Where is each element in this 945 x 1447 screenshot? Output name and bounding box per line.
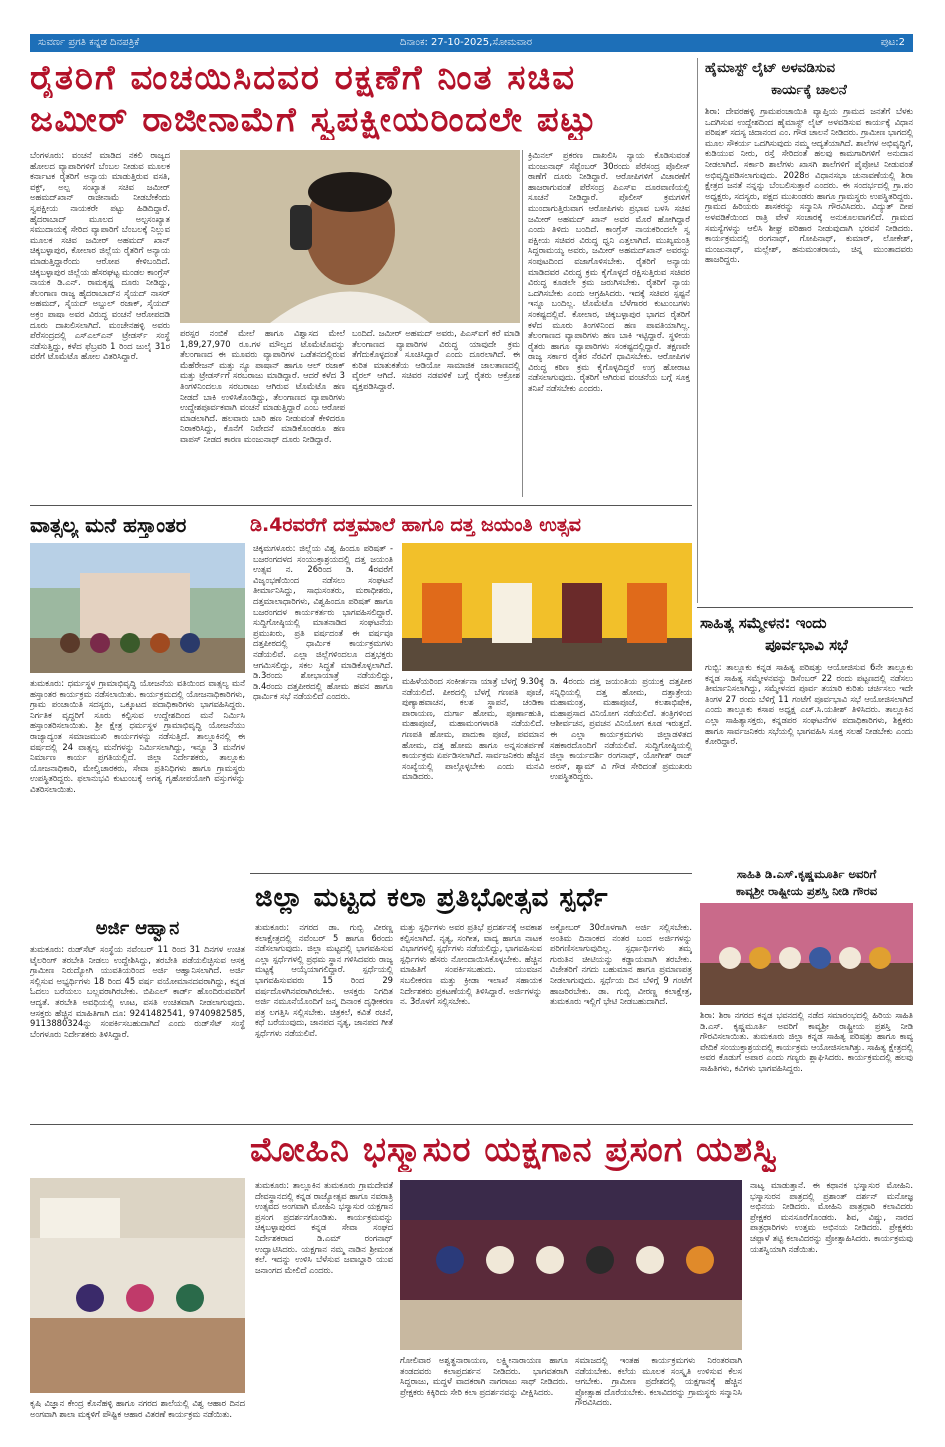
sidebar-divider [697, 58, 698, 603]
page-number: ಪುಟ:2 [880, 37, 905, 48]
lead-col-5: ಕಾಂಗ್ರೆಸ್ ನಾಯಕರಿಂದಲೇ ಸ್ವ ಪಕ್ಷೀಯ ಸಚಿವರ ವಿರುದ್ಧ ಧ್ವನಿ ಎತ್ತಲಾಗಿದೆ. ಮುಖ್ಯಮಂತ್ರಿ ಸಿದ್ದರಾಮಯ್ಯ ಅವರು, ಜಮೀರ್ ಅಹಮದ್‌ಖಾನ್ ಅವರನ್ನು ಸಂಪುಟದಿಂದ ವಜಾಗೊಳಿಸಬೇಕು. ರೈತರಿಗೆ ಅನ್ಯಾಯ ಮಾಡಿದವರ ವಿರುದ್ಧ ಕ್ರಮ ಕೈಗೊಳ್ಳದೆ ರಕ್ಷಿಸುತ್ತಿರುವ ಸಚಿವರ ವಿರುದ್ಧ ಕೂಡಲೇ ಕ್ರಮ ಜರುಗಿಸಬೇಕು. ರೈತರಿಗೆ ನ್ಯಾಯ ಒದಗಿಸಬೇಕು ಎಂದು ಆಗ್ರಹಿಸಿದರು. ಇದಕ್ಕೆ ಸಚಿವರ ಸ್ಪಷ್ಟನೆ ಇನ್ನೂ ಬಂದಿಲ್ಲ. ಟೊಮೆಟೊ ಬೆಳೆಗಾರರ ಕುಟುಂಬಗಳು ಸಂಕಷ್ಟದಲ್ಲಿವೆ. ಕೋಲಾರ, ಚಿಕ್ಕಬಳ್ಳಾಪುರ ಭಾಗದ ರೈತರಿಗೆ ಕಳೆದ ಮೂರು ತಿಂಗಳಿನಿಂದ ಹಣ ಪಾವತಿಯಾಗಿಲ್ಲ. ತೆಲಂಗಾಣದ ವ್ಯಾಪಾರಿಗಳು ಹಣ ಬಾಕಿ ಇಟ್ಟಿದ್ದಾರೆ. ಸ್ಥಳೀಯ ರೈತರು ಹಾಗೂ ವ್ಯಾಪಾರಿಗಳು ಸಂಕಷ್ಟದಲ್ಲಿದ್ದಾರೆ. ತಕ್ಷಣವೇ ರಾಜ್ಯ ಸರ್ಕಾರ ರೈತರ ನೆರವಿಗೆ ಧಾವಿಸಬೇಕು. ಆರೋಪಿಗಳ ವಿರುದ್ಧ ಕಠಿಣ ಕ್ರಮ ಕೈಗೊಳ್ಳದಿದ್ದರೆ ಉಗ್ರ ಹೋರಾಟ ನಡೆಸಲಾಗುವುದು. ರೈತರಿಗೆ ಆಗಿರುವ ವಂಚನೆಯ ಬಗ್ಗೆ ಸೂಕ್ತ ತನಿಖೆ ನಡೆಸಬೇಕು ಎಂದರು. [528, 224, 690, 394]
lead-col-4: ಕ್ರಿಮಿನಲ್ ಪ್ರಕರಣ ದಾಖಲಿಸಿ ನ್ಯಾಯ ಕೊಡಿಸುವಂತೆ ಮಂಜುನಾಥ್ ಸೆಪ್ಟೆಂಬರ್ 30ರಂದು ಪೆರೆಸಂದ್ರ ಪೊಲೀಸ್ ಠಾಣೆಗೆ ದೂರು ನೀಡಿದ್ದಾರೆ. ಆರೋಪಿಗಳಿಗೆ ವಿಚಾರಣೆಗೆ ಹಾಜರಾಗುವಂತೆ ಪೆರೆಸಂದ್ರ ಪಿಎಸ್‌ಐ ದೂರವಾಣಿಯಲ್ಲಿ ಸೂಚನೆ ನೀಡಿದ್ದಾರೆ. ಪೊಲೀಸ್ ಕ್ರಮಗಳಿಗೆ ಮುಂದಾಗುತ್ತಿರುವಾಗ ಆರೋಪಿಗಳು ಪ್ರಭಾವ ಬಳಸಿ ಸಚಿವ ಜಮೀರ್ ಅಹಮದ್ ಖಾನ್ ಅವರ ಮೊರೆ ಹೋಗಿದ್ದಾರೆ ಎಂದು ತಿಳಿದು ಬಂದಿದೆ. ಕಾಂಗ್ರೆಸ್ ನಾಯಕರಿಂದಲೇ ಸ್ವ ಪಕ್ಷೀಯ ಸಚಿವರ ವಿರುದ್ಧ ಧ್ವನಿ ಎತ್ತಲಾಗಿದೆ. ಮುಖ್ಯಮಂತ್ರಿ ಸಿದ್ದರಾಮಯ್ಯ ಅವರು, ಜಮೀರ್ ಅಹಮದ್‌ಖಾನ್ ಅವರನ್ನು ಸಂಪುಟದಿಂದ ವಜಾಗೊಳಿಸಬೇಕು. ರೈತರಿಗೆ ಅನ್ಯಾಯ ಮಾಡಿದವರ ವಿರುದ್ಧ ಕ್ರಮ ಕೈಗೊಳ್ಳದೆ ರಕ್ಷಿಸುತ್ತಿರುವ ಸಚಿವರ ವಿರುದ್ಧ ಕೂಡಲೇ ಕ್ರಮ ಜರುಗಿಸಬೇಕು. ರೈತರಿಗೆ ನ್ಯಾಯ ಒದಗಿಸಬೇಕು ಎಂದು ಆಗ್ರಹಿಸಿದರು. ಇದಕ್ಕೆ ಸಚಿವರ ಸ್ಪಷ್ಟನೆ ಇನ್ನೂ ಬಂದಿಲ್ಲ. ಟೊಮೆಟೊ ಬೆಳೆಗಾರರ ಕುಟುಂಬಗಳು ಸಂಕಷ್ಟದಲ್ಲಿವೆ. ಕೋಲಾರ, ಚಿಕ್ಕಬಳ್ಳಾಪುರ ಭಾಗದ ರೈತರಿಗೆ ಕಳೆದ ಮೂರು ತಿಂಗಳಿನಿಂದ ಹಣ ಪಾವತಿಯಾಗಿಲ್ಲ. ತೆಲಂಗಾಣದ ವ್ಯಾಪಾರಿಗಳು ಹಣ ಬಾಕಿ ಇಟ್ಟಿದ್ದಾರೆ. ಸ್ಥಳೀಯ ರೈತರು ಹಾಗೂ ವ್ಯಾಪಾರಿಗಳು ಸಂಕಷ್ಟದಲ್ಲಿದ್ದಾರೆ. ತಕ್ಷಣವೇ ರಾಜ್ಯ ಸರ್ಕಾರ ರೈತರ ನೆರವಿಗೆ ಧಾವಿಸಬೇಕು. ಆರೋಪಿಗಳ ವಿರುದ್ಧ ಕಠಿಣ ಕ್ರಮ ಕೈಗೊಳ್ಳದಿದ್ದರೆ ಉಗ್ರ ಹೋರಾಟ ನಡೆಸಲಾಗುವುದು. ರೈತರಿಗೆ ಆಗಿರುವ ವಂಚನೆಯ ಬಗ್ಗೆ ಸೂಕ್ತ ತನಿಖೆ ನಡೆಸಬೇಕು ಎಂದರು. [528, 150, 690, 394]
arji-body: ತುಮಕೂರು: ರುಡ್‌ಸೆಟ್ ಸಂಸ್ಥೆಯ ನವೆಂಬರ್ 11 ರಿಂದ 31 ದಿನಗಳ ಉಚಿತ ಟೈಲರಿಂಗ್ ತರಬೇತಿ ನೀಡಲು ಉದ್ದೇಶಿಸಿದ್ದು, ತರಬೇತಿ ಪಡೆಯಲಿಚ್ಛಿಸುವ ಆಸಕ್ತ ಗ್ರಾಮೀಣ ನಿರುದ್ಯೋಗಿ ಯುವತಿಯರಿಂದ ಅರ್ಜಿ ಆಹ್ವಾನಿಸಲಾಗಿದೆ. ಅರ್ಜಿ ಸಲ್ಲಿಸುವ ಅಭ್ಯರ್ಥಿಗಳು 18 ರಿಂದ 45 ವರ್ಷ ವಯೋಮಾನದವರಾಗಿದ್ದು, ಕನ್ನಡ ಓದಲು ಬರೆಯಲು ಬಲ್ಲವರಾಗಿರಬೇಕು. ಬಿಪಿಎಲ್ ಕಾರ್ಡ್ ಹೊಂದಿರುವವರಿಗೆ ಆದ್ಯತೆ. ತರಬೇತಿ ಅವಧಿಯಲ್ಲಿ ಊಟ, ವಸತಿ ಉಚಿತವಾಗಿ ನೀಡಲಾಗುವುದು. ಆಸಕ್ತರು ಹೆಚ್ಚಿನ ಮಾಹಿತಿಗಾಗಿ ದೂ: 9241482541, 9740982585, 9113880324ನ್ನು ಸಂಪರ್ಕಿಸಬಹುದಾಗಿದೆ ಎಂದು ರುಡ್‌ಸೆಟ್ ಸಂಸ್ಥೆ ಬೆಂಗಳೂರು ನಿರ್ದೇಶಕರು ತಿಳಿಸಿದ್ದಾರೆ. [30, 944, 245, 1039]
sidebar1-body: ಶಿರಾ: ದೇವರಹಳ್ಳಿ ಗ್ರಾಮಪಂಚಾಯಿತಿ ವ್ಯಾಪ್ತಿಯ ಗ್ರಾಮದ ಜನತೆಗೆ ಬೆಳಕು ಒದಗಿಸುವ ಉದ್ದೇಶದಿಂದ ಹೈಮಾಸ್ಟ್ ಲೈಟ್ ಅಳವಡಿಸುವ ಕಾರ್ಯಕ್ಕೆ ವಿಧಾನ ಪರಿಷತ್ ಸದಸ್ಯ ಚಿದಾನಂದ ಎಂ. ಗೌಡ ಚಾಲನೆ ನೀಡಿದರು. ಗ್ರಾಮೀಣ ಭಾಗದಲ್ಲಿ ಮೂಲ ಸೌಕರ್ಯ ಒದಗಿಸುವುದು ನಮ್ಮ ಆದ್ಯತೆಯಾಗಿದೆ. ಶಾಲೆಗಳ ಅಭಿವೃದ್ಧಿಗೆ, ಕುಡಿಯುವ ನೀರು, ರಸ್ತೆ ಸೇರಿದಂತೆ ಹಲವು ಕಾಮಗಾರಿಗಳಿಗೆ ಅನುದಾನ ನೀಡಲಾಗಿದೆ. ಸರ್ಕಾರಿ ಶಾಲೆಗಳು ಖಾಸಗಿ ಶಾಲೆಗಳಿಗೆ ಪೈಪೋಟಿ ನೀಡುವಂತೆ ಅಭಿವೃದ್ಧಿಪಡಿಸಲಾಗುವುದು. 2028ರ ವಿಧಾನಸಭಾ ಚುನಾವಣೆಯಲ್ಲಿ ಶಿರಾ ಕ್ಷೇತ್ರದ ಜನತೆ ನನ್ನನ್ನು ಬೆಂಬಲಿಸುತ್ತಾರೆ ಎಂದರು. ಈ ಸಂದರ್ಭದಲ್ಲಿ ಗ್ರಾ.ಪಂ ಅಧ್ಯಕ್ಷರು, ಸದಸ್ಯರು, ಪಕ್ಷದ ಮುಖಂಡರು ಹಾಗೂ ಗ್ರಾಮಸ್ಥರು ಉಪಸ್ಥಿತರಿದ್ದರು. ಗ್ರಾಮದ ಹಿರಿಯರು ಶಾಸಕರನ್ನು ಸನ್ಮಾನಿಸಿ ಗೌರವಿಸಿದರು. ವಿದ್ಯುತ್ ದೀಪ ಅಳವಡಿಕೆಯಿಂದ ರಾತ್ರಿ ವೇಳೆ ಸಂಚಾರಕ್ಕೆ ಅನುಕೂಲವಾಗಲಿದೆ. ಗ್ರಾಮದ ಸಮಸ್ಯೆಗಳನ್ನು ಆಲಿಸಿ ಶೀಘ್ರ ಪರಿಹಾರ ನೀಡುವುದಾಗಿ ಭರವಸೆ ನೀಡಿದರು. ಕಾರ್ಯಕ್ರಮದಲ್ಲಿ ರಂಗನಾಥ್, ಗೋಪಿನಾಥ್, ಕುಮಾರ್, ಲೋಕೇಶ್, ಮಂಜುನಾಥ್, ಮಲ್ಲೇಶ್, ಹನುಮಂತರಾಯ, ಚಿನ್ನ ಮುಂತಾದವರು ಹಾಜರಿದ್ದರು. [705, 106, 913, 265]
award-caption-line2: ಕಾವ್ಯಶ್ರೀ ರಾಷ್ಟ್ರೀಯ ಪ್ರಶಸ್ತಿ ನೀಡಿ ಗೌರವ [735, 884, 878, 898]
lead-headline-line2: ಜಮೀರ್ ರಾಜೀನಾಮೆಗೆ ಸ್ವಪಕ್ಷೀಯರಿಂದಲೇ ಪಟ್ಟು [30, 100, 598, 140]
award-photo-art [700, 903, 913, 1005]
story-vatsalya-title: ವಾತ್ಸಲ್ಯ ಮನೆ ಹಸ್ತಾಂತರ [30, 513, 187, 537]
yaksha-col-4: ನಾಟ್ಯ ಮಾಡುತ್ತಾನೆ. ಈ ಕಥಾನಕ ಭಸ್ಮಾಸುರ ಮೋಹಿನಿ. ಭಸ್ಮಾಸುರನ ಪಾತ್ರದಲ್ಲಿ ಪ್ರಶಾಂತ್ ದರ್ಶನ್ ಮನೋಜ್ಞ ಅಭಿನಯ ನೀಡಿದರು. ಮೋಹಿನಿ ಪಾತ್ರಧಾರಿ ಕಲಾವಿದರು ಪ್ರೇಕ್ಷಕರ ಮನಸೂರೆಗೊಂಡರು. ಶಿವ, ವಿಷ್ಣು, ನಾರದ ಪಾತ್ರಧಾರಿಗಳು ಉತ್ತಮ ಅಭಿನಯ ನೀಡಿದರು. ಪ್ರೇಕ್ಷಕರು ಚಪ್ಪಾಳೆ ತಟ್ಟಿ ಕಲಾವಿದರನ್ನು ಪ್ರೋತ್ಸಾಹಿಸಿದರು. ಕಾರ್ಯಕ್ರಮವು ಯಶಸ್ವಿಯಾಗಿ ನಡೆಯಿತು. [750, 1180, 913, 1254]
kala-col-3: ಅಕ್ಟೋಬರ್ 30ರೊಳಗಾಗಿ ಅರ್ಜಿ ಸಲ್ಲಿಸಬೇಕು. ಅಂತಿಮ ದಿನಾಂಕದ ನಂತರ ಬಂದ ಅರ್ಜಿಗಳನ್ನು ಪರಿಗಣಿಸಲಾಗುವುದಿಲ್ಲ. ಸ್ಪರ್ಧಾರ್ಥಿಗಳು ತಮ್ಮ ಗುರುತಿನ ಚೀಟಿಯನ್ನು ಕಡ್ಡಾಯವಾಗಿ ತರಬೇಕು. ವಿಜೇತರಿಗೆ ನಗದು ಬಹುಮಾನ ಹಾಗೂ ಪ್ರಮಾಣಪತ್ರ ನೀಡಲಾಗುವುದು. ಸ್ಪರ್ಧೆಯ ದಿನ ಬೆಳಿಗ್ಗೆ 9 ಗಂಟೆಗೆ ಹಾಜರಿರಬೇಕು. ಡಾ. ಗುಬ್ಬಿ ವೀರಣ್ಣ ಕಲಾಕ್ಷೇತ್ರ, ತುಮಕೂರು ಇಲ್ಲಿಗೆ ಭೇಟಿ ನೀಡಬಹುದಾಗಿದೆ. [550, 922, 692, 1007]
vatsalya-body: ತುಮಕೂರು: ಧರ್ಮಸ್ಥಳ ಗ್ರಾಮಾಭಿವೃದ್ಧಿ ಯೋಜನೆಯ ವತಿಯಿಂದ ವಾತ್ಸಲ್ಯ ಮನೆ ಹಸ್ತಾಂತರ ಕಾರ್ಯಕ್ರಮ ನಡೆಸಲಾಯಿತು. ಕಾರ್ಯಕ್ರಮದಲ್ಲಿ ಯೋಜನಾಧಿಕಾರಿಗಳು, ಗ್ರಾಮ ಪಂಚಾಯಿತಿ ಸದಸ್ಯರು, ಒಕ್ಕೂಟದ ಪದಾಧಿಕಾರಿಗಳು ಭಾಗವಹಿಸಿದ್ದರು. ನಿರ್ಗತಿಕ ವೃದ್ಧರಿಗೆ ಸೂರು ಕಲ್ಪಿಸುವ ಉದ್ದೇಶದಿಂದ ಮನೆ ನಿರ್ಮಿಸಿ ಹಸ್ತಾಂತರಿಸಲಾಯಿತು. ಶ್ರೀ ಕ್ಷೇತ್ರ ಧರ್ಮಸ್ಥಳ ಗ್ರಾಮಾಭಿವೃದ್ಧಿ ಯೋಜನೆಯು ರಾಜ್ಯಾದ್ಯಂತ ಸಮಾಜಮುಖಿ ಕಾರ್ಯಗಳನ್ನು ನಡೆಸುತ್ತಿದೆ. ತಾಲ್ಲೂಕಿನಲ್ಲಿ ಈ ವರ್ಷದಲ್ಲಿ 24 ವಾತ್ಸಲ್ಯ ಮನೆಗಳನ್ನು ನಿರ್ಮಿಸಲಾಗಿದ್ದು, ಇನ್ನೂ 3 ಮನೆಗಳ ನಿರ್ಮಾಣ ಕಾರ್ಯ ಪ್ರಗತಿಯಲ್ಲಿದೆ. ಜಿಲ್ಲಾ ನಿರ್ದೇಶಕರು, ತಾಲ್ಲೂಕು ಯೋಜನಾಧಿಕಾರಿ, ಮೇಲ್ವಿಚಾರಕರು, ಸೇವಾ ಪ್ರತಿನಿಧಿಗಳು ಹಾಗೂ ಗ್ರಾಮಸ್ಥರು ಉಪಸ್ಥಿತರಿದ್ದರು. ಫಲಾನುಭವಿ ಕುಟುಂಬಕ್ಕೆ ಅಗತ್ಯ ಗೃಹೋಪಯೋಗಿ ವಸ್ತುಗಳನ್ನು ವಿತರಿಸಲಾಯಿತು. [30, 678, 245, 794]
sidebar1-title-line2: ಕಾರ್ಯಕ್ಕೆ ಚಾಲನೆ [771, 82, 847, 98]
yaksha-photo-art [400, 1180, 742, 1350]
section-rule [30, 505, 692, 506]
datta-col-2: ಮಹಿಳೆಯರಿಂದ ಸಂಕೀರ್ತನಾ ಯಾತ್ರೆ ಬೆಳಗ್ಗೆ 9.30ಕ್ಕೆ ನಡೆಯಲಿದೆ. ಪೀಠದಲ್ಲಿ ಬೆಳಗ್ಗೆ ಗಣಪತಿ ಪೂಜೆ, ಪುಣ್ಯಾಹವಾಚನ, ಕಲಶ ಸ್ಥಾಪನೆ, ಚಂಡಿಕಾ ಪಾರಾಯಣ, ದುರ್ಗಾ ಹೋಮ, ಪೂರ್ಣಾಹುತಿ, ಮಹಾಪೂಜೆ, ಮಹಾಮಂಗಳಾರತಿ ನಡೆಯಲಿದೆ. ಗಣಪತಿ ಹೋಮ, ಪಾದುಕಾ ಪೂಜೆ, ಪವಮಾನ ಹೋಮ, ದತ್ತ ಹೋಮ ಹಾಗೂ ಅನ್ನಸಂತರ್ಪಣೆ ಕಾರ್ಯಕ್ರಮ ಏರ್ಪಡಿಸಲಾಗಿದೆ. ಸಾರ್ವಜನಿಕರು ಹೆಚ್ಚಿನ ಸಂಖ್ಯೆಯಲ್ಲಿ ಪಾಲ್ಗೊಳ್ಳಬೇಕು ಎಂದು ಮನವಿ ಮಾಡಿದರು. [402, 676, 544, 782]
story-datta-title: ಡಿ.4ರವರೆಗೆ ದತ್ತಮಾಲೆ ಹಾಗೂ ದತ್ತ ಜಯಂತಿ ಉತ್ಸವ [250, 514, 581, 536]
issue-date: ದಿನಾಂಕ: 27-10-2025,ಸೋಮವಾರ [400, 37, 533, 48]
datta-col-3: ಡಿ. 4ರಂದು ದತ್ತ ಜಯಂತಿಯ ಪ್ರಯುಕ್ತ ದತ್ತಪೀಠ ಸನ್ನಿಧಿಯಲ್ಲಿ ದತ್ತ ಹೋಮ, ದತ್ತಾತ್ರೇಯ ಮಹಾಮಂತ್ರ, ಮಹಾಪೂಜೆ, ಕಲಶಾಭಿಷೇಕ, ಮಹಾಪ್ರಸಾದ ವಿನಿಯೋಗ ನಡೆಯಲಿದೆ. ತಂತ್ರಿಗಳಿಂದ ಆಶೀರ್ವಚನ, ಪ್ರವಚನ ವಿನಿಯೋಗ ಕೂಡ ಇರುತ್ತದೆ. ಈ ಎಲ್ಲಾ ಕಾರ್ಯಕ್ರಮಗಳು ಜಿಲ್ಲಾಡಳಿತದ ಸಹಕಾರದೊಂದಿಗೆ ನಡೆಯಲಿವೆ. ಸುದ್ದಿಗೋಷ್ಠಿಯಲ್ಲಿ ಜಿಲ್ಲಾ ಕಾರ್ಯದರ್ಶಿ ರಂಗನಾಥ್, ಯೋಗೀಶ್ ರಾಜ್ ಅರಸ್, ಶ್ಯಾಮ್ ವಿ ಗೌಡ ಸೇರಿದಂತೆ ಪ್ರಮುಖರು ಉಪಸ್ಥಿತರಿದ್ದರು. [550, 676, 692, 782]
minister-photo [180, 150, 520, 323]
award-photo [700, 903, 913, 1005]
column-divider [522, 150, 523, 497]
paper-name: ಸುವರ್ಣ ಪ್ರಗತಿ ಕನ್ನಡ ದಿನಪತ್ರಿಕೆ [38, 37, 140, 48]
lead-col-3: ಬಂದಿದೆ. ಜಮೀರ್ ಅಹಮದ್ ಅವರು, ಪಿಎಸ್‌ಐಗೆ ಕರೆ ಮಾಡಿ ತೆಲಂಗಾಣದ ವ್ಯಾಪಾರಿಗಳ ವಿರುದ್ಧ ಯಾವುದೇ ಕ್ರಮ ತೆಗೆದುಕೊಳ್ಳದಂತೆ ಸೂಚಿಸಿದ್ದಾರೆ ಎಂದು ದೂರಲಾಗಿದೆ. ಈ ಕುರಿತ ಮಾತುಕತೆಯ ಆಡಿಯೋ ಸಾಮಾಜಿಕ ಜಾಲತಾಣದಲ್ಲಿ ವೈರಲ್ ಆಗಿದೆ. ಸಚಿವರ ನಡವಳಿಕೆ ಬಗ್ಗೆ ರೈತರು ಆಕ್ರೋಶ ವ್ಯಕ್ತಪಡಿಸಿದ್ದಾರೆ. [352, 328, 520, 391]
section-rule-3 [30, 1124, 913, 1125]
section-rule-2 [250, 873, 692, 874]
vatsalya-photo [30, 543, 245, 673]
krishi-photo-art [30, 1178, 245, 1393]
datta-col-1: ಚಿಕ್ಕಮಗಳೂರು: ಜಿಲ್ಲೆಯ ವಿಶ್ವ ಹಿಂದೂ ಪರಿಷತ್ - ಬಜರಂಗದಳದ ಸಂಯುಕ್ತಾಶ್ರಯದಲ್ಲಿ ದತ್ತ ಜಯಂತಿ ಉತ್ಸವ ನ. 26ರಿಂದ ಡಿ. 4ರವರೆಗೆ ವಿಜೃಂಭಣೆಯಿಂದ ನಡೆಸಲು ಸಂಘಟನೆ ತೀರ್ಮಾನಿಸಿದ್ದು, ಸಾಧುಸಂತರು, ಮಠಾಧೀಶರು, ದತ್ತಮಾಲಾಧಾರಿಗಳು, ವಿಶ್ವಹಿಂದೂ ಪರಿಷತ್ ಹಾಗೂ ಬಜರಂಗದಳ ಕಾರ್ಯಕರ್ತರು ಭಾಗವಹಿಸಲಿದ್ದಾರೆ. ಸುದ್ದಿಗೋಷ್ಠಿಯಲ್ಲಿ ಮಾತನಾಡಿದ ಸಂಘಟನೆಯ ಪ್ರಮುಖರು, ಪ್ರತಿ ವರ್ಷದಂತೆ ಈ ವರ್ಷವೂ ದತ್ತಪೀಠದಲ್ಲಿ ಧಾರ್ಮಿಕ ಕಾರ್ಯಕ್ರಮಗಳು ನಡೆಯಲಿವೆ. ಎಲ್ಲಾ ಜಿಲ್ಲೆಗಳಿಂದಲೂ ದತ್ತಭಕ್ತರು ಆಗಮಿಸಲಿದ್ದು, ಸಕಲ ಸಿದ್ಧತೆ ಮಾಡಿಕೊಳ್ಳಲಾಗಿದೆ. ಡಿ.3ರಂದು ಶೋಭಾಯಾತ್ರೆ ನಡೆಯಲಿದ್ದು, ಡಿ.4ರಂದು ದತ್ತಪೀಠದಲ್ಲಿ ಹೋಮ ಹವನ ಹಾಗೂ ಧಾರ್ಮಿಕ ಸಭೆ ನಡೆಯಲಿದೆ ಎಂದರು. [253, 543, 393, 702]
datta-photo [402, 543, 692, 671]
lead-col-2: ಪರಸ್ಪರ ನಂಬಿಕೆ ಮೇಲೆ ಹಾಗೂ ವಿಶ್ವಾಸದ ಮೇಲೆ 1,89,27,970 ರೂ.ಗಳ ಮೌಲ್ಯದ ಟೊಮೆಟೊವನ್ನು ತೆಲಂಗಾಣದ ಈ ಮೂವರು ವ್ಯಾಪಾರಿಗಳ ಒಡೆತನದಲ್ಲಿರುವ ಮೆಹೆರೇಜನ್ ಮತ್ತು ನ್ಯೂ ಪಾಷಾನ್ ಹಾಗೂ ಆಲ್ ರಜಾಕ್ ಮತ್ತು ಟ್ರೇಡರ್ಸ್‌ಗೆ ಸರಬರಾಜು ಮಾಡಿದ್ದಾರೆ. ಆದರೆ ಕಳೆದ 3 ತಿಂಗಳಿನಿಂದಲೂ ಸರಬರಾಜು ಆಗಿರುವ ಟೊಮೆಟೊ ಹಣ ನೀಡದೆ ಬಾಕಿ ಉಳಿಸಿಕೊಂಡಿದ್ದು, ತೆಲಂಗಾಣದ ವ್ಯಾಪಾರಿಗಳು ಉದ್ದೇಶಪೂರ್ವಕವಾಗಿ ವಂಚನೆ ಮಾಡುತ್ತಿದ್ದಾರೆ ಎಂಬ ಆರೋಪ ಮಾಡಲಾಗಿದೆ. ಹಲವಾರು ಬಾರಿ ಹಣ ನೀಡುವಂತೆ ಕೇಳಿದರೂ ನಿರಾಕರಿಸಿದ್ದು, ಕೊನೆಗೆ ನಿವೇದನೆ ಮಾಡಿಕೊಂಡರೂ ಹಣ ವಾಪಸ್ ನೀಡದ ಕಾರಣ ಮಂಜುನಾಥ್ ದೂರು ನೀಡಿದ್ದಾರೆ. [180, 328, 345, 444]
award-body: ಶಿರಾ: ಶಿರಾ ನಗರದ ಕನ್ನಡ ಭವನದಲ್ಲಿ ನಡೆದ ಸಮಾರಂಭದಲ್ಲಿ ಹಿರಿಯ ಸಾಹಿತಿ ಡಿ.ಎಸ್. ಕೃಷ್ಣಮೂರ್ತಿ ಅವರಿಗೆ ಕಾವ್ಯಶ್ರೀ ರಾಷ್ಟ್ರೀಯ ಪ್ರಶಸ್ತಿ ನೀಡಿ ಗೌರವಿಸಲಾಯಿತು. ತುಮಕೂರು ಜಿಲ್ಲಾ ಕನ್ನಡ ಸಾಹಿತ್ಯ ಪರಿಷತ್ತು ಹಾಗೂ ಕಾವ್ಯ ವೇದಿಕೆ ಸಂಯುಕ್ತಾಶ್ರಯದಲ್ಲಿ ಕಾರ್ಯಕ್ರಮ ಆಯೋಜಿಸಲಾಗಿತ್ತು. ಸಾಹಿತ್ಯ ಕ್ಷೇತ್ರದಲ್ಲಿ ಅವರ ಕೊಡುಗೆ ಅಪಾರ ಎಂದು ಗಣ್ಯರು ಶ್ಲಾಘಿಸಿದರು. ಕಾರ್ಯಕ್ರಮದಲ್ಲಿ ಹಲವು ಸಾಹಿತಿಗಳು, ಕವಿಗಳು ಭಾಗವಹಿಸಿದ್ದರು. [700, 1010, 913, 1073]
lead-headline-line1: ರೈತರಿಗೆ ವಂಚಯಿಸಿದವರ ರಕ್ಷಣೆಗೆ ನಿಂತ ಸಚಿವ [30, 58, 577, 98]
sidebar2-title-line2: ಪೂರ್ವಭಾವಿ ಸಭೆ [765, 636, 848, 654]
yaksha-photo [400, 1180, 742, 1350]
vatsalya-photo-art [30, 543, 245, 673]
krishi-photo [30, 1178, 245, 1393]
kala-col-2: ಮತ್ತು ಸ್ಪರ್ಧಿಗಳು ಅವರ ಪ್ರತಿಭೆ ಪ್ರದರ್ಶನಕ್ಕೆ ಅವಕಾಶ ಕಲ್ಪಿಸಲಾಗಿದೆ. ನೃತ್ಯ, ಸಂಗೀತ, ವಾದ್ಯ ಹಾಗೂ ನಾಟಕ ವಿಭಾಗಗಳಲ್ಲಿ ಸ್ಪರ್ಧೆಗಳು ನಡೆಯಲಿದ್ದು, ಭಾಗವಹಿಸುವ ಸ್ಪರ್ಧಿಗಳು ಹೆಸರು ನೋಂದಾಯಿಸಿಕೊಳ್ಳಬೇಕು. ಹೆಚ್ಚಿನ ಮಾಹಿತಿಗೆ ಸಂಪರ್ಕಿಸಬಹುದು. ಯುವಜನ ಸಬಲೀಕರಣ ಮತ್ತು ಕ್ರೀಡಾ ಇಲಾಖೆ ಸಹಾಯಕ ನಿರ್ದೇಶಕರು ಪ್ರಕಟಣೆಯಲ್ಲಿ ತಿಳಿಸಿದ್ದಾರೆ. ಅರ್ಜಿಗಳನ್ನು ನ. 3ರೊಳಗೆ ಸಲ್ಲಿಸಬೇಕು. [400, 922, 542, 1007]
arji-title: ಅರ್ಜಿ ಆಹ್ವಾನ [95, 918, 180, 939]
kala-col-1: ತುಮಕೂರು: ನಗರದ ಡಾ. ಗುಬ್ಬಿ ವೀರಣ್ಣ ಕಲಾಕ್ಷೇತ್ರದಲ್ಲಿ ನವೆಂಬರ್ 5 ಹಾಗೂ 6ರಂದು ನಡೆಸಲಾಗುವುದು. ಜಿಲ್ಲಾ ಮಟ್ಟದಲ್ಲಿ ಭಾಗವಹಿಸುವ ಎಲ್ಲಾ ಸ್ಪರ್ಧೆಗಳಲ್ಲಿ ಪ್ರಥಮ ಸ್ಥಾನ ಗಳಿಸಿದವರು ರಾಜ್ಯ ಮಟ್ಟಕ್ಕೆ ಆಯ್ಕೆಯಾಗಲಿದ್ದಾರೆ. ಸ್ಪರ್ಧೆಯಲ್ಲಿ ಭಾಗವಹಿಸುವವರು 15 ರಿಂದ 29 ವರ್ಷದೊಳಗಿನವರಾಗಿರಬೇಕು. ಆಸಕ್ತರು ನಿಗದಿತ ಅರ್ಜಿ ನಮೂನೆಯೊಂದಿಗೆ ಜನ್ಮ ದಿನಾಂಕ ದೃಢೀಕರಣ ಪತ್ರ ಲಗತ್ತಿಸಿ ಸಲ್ಲಿಸಬೇಕು. ಚಿತ್ರಕಲೆ, ಕವಿತೆ ರಚನೆ, ಕಥೆ ಬರೆಯುವುದು, ಜಾನಪದ ನೃತ್ಯ, ಜಾನಪದ ಗೀತೆ ಸ್ಪರ್ಧೆಗಳು ನಡೆಯಲಿವೆ. [255, 922, 393, 1038]
lead-col-1: ಬೆಂಗಳೂರು: ವಂಚನೆ ಮಾಡಿದ ನಕಲಿ ರಾಜ್ಯದ ಹೋಲದ ವ್ಯಾಪಾರಿಗಳಿಗೆ ಬೆಂಬಲ ನೀಡುವ ಮೂಲಕ ಕರ್ನಾಟಕ ರೈತರಿಗೆ ಅನ್ಯಾಯ ಮಾಡುತ್ತಿರುವ ವಸತಿ, ವಕ್ಫ್, ಅಲ್ಪ ಸಂಖ್ಯಾತ ಸಚಿವ ಜಮೀರ್ ಅಹಮದ್‌ಖಾನ್ ರಾಜೀನಾಮೆ ನೀಡಬೇಕೆಂದು ಸ್ವಪಕ್ಷೀಯ ನಾಯಕರೇ ಪಟ್ಟು ಹಿಡಿದಿದ್ದಾರೆ. ಹೈದರಾಬಾದ್ ಮೂಲದ ಅಲ್ಪಸಂಖ್ಯಾತ ಸಮುದಾಯಕ್ಕೆ ಸೇರಿದ ವ್ಯಾಪಾರಿಗೆ ಬೆಂಬಲಕ್ಕೆ ನಿಲ್ಲುವ ಮೂಲಕ ಸಚಿವ ಜಮೀರ್ ಅಹಮದ್ ಖಾನ್ ಚಿಕ್ಕಬಳ್ಳಾಪುರ, ಕೋಲಾರ ಜಿಲ್ಲೆಯ ರೈತರಿಗೆ ಅನ್ಯಾಯ ಮಾಡುತ್ತಿದ್ದಾರೆಂದು ಆರೋಪ ಕೇಳಿಬಂದಿದೆ. ಚಿಕ್ಕಬಳ್ಳಾಪುರ ಜಿಲ್ಲೆಯ ಹೆಸರಘಟ್ಟ ಮಂಡಲ ಕಾಂಗ್ರೆಸ್ ನಾಯಕ ಡಿ.ಎನ್. ರಾಮಕೃಷ್ಣ ದೂರು ನೀಡಿದ್ದು, ತೆಲಂಗಾಣ ರಾಜ್ಯ ಹೈದರಾಬಾದ್‌ನ ಸೈಯದ್ ನಾಸರ್ ಅಹಮದ್, ಸೈಯದ್ ಅಬ್ದುಲ್ ರಜಾಕ್, ಸೈಯದ್ ಅಕ್ರಂ ಪಾಷಾ ಅವರ ವಿರುದ್ಧ ವಂಚನೆ ಆರೋಪದಡಿ ದೂರು ದಾಖಲಿಸಲಾಗಿದೆ. ಮಂಚೇನಹಳ್ಳಿ ಅವರು ಪೆರೆಸಂದ್ರದಲ್ಲಿ ಎಸ್‌ಎಲ್‌ಎನ್ ಟ್ರೇಡರ್ಸ್ ಸಂಸ್ಥೆ ನಡೆಸುತ್ತಿದ್ದು, ಕಳೆದ ಫೆಬ್ರವರಿ 1 ರಿಂದ ಜುಲೈ 31ರ ವರೆಗೆ ಟೊಮೆಟೊ ಹೋಲ ವಿತರಿಸಿದ್ದಾರೆ. [30, 150, 170, 362]
masthead-band [30, 34, 913, 52]
krishi-caption: ಕೃಷಿ ವಿಜ್ಞಾನ ಕೇಂದ್ರ ಕೊನೆಹಳ್ಳಿ ಹಾಗೂ ನಗರದ ಶಾಲೆಯಲ್ಲಿ ವಿಶ್ವ ಆಹಾರ ದಿನದ ಅಂಗವಾಗಿ ಶಾಲಾ ಮಕ್ಕಳಿಗೆ ಪೌಷ್ಟಿಕ ಆಹಾರ ವಿತರಣೆ ಕಾರ್ಯಕ್ರಮ ನಡೆಯಿತು. [30, 1398, 245, 1419]
yaksha-col-1: ತುಮಕೂರು: ತಾಲ್ಲೂಕಿನ ತುಮಕೂರು ಗ್ರಾಮದೇವತೆ ದೇವಸ್ಥಾನದಲ್ಲಿ ಕನ್ನಡ ರಾಜ್ಯೋತ್ಸವ ಹಾಗೂ ನವರಾತ್ರಿ ಉತ್ಸವದ ಅಂಗವಾಗಿ ಮೋಹಿನಿ ಭಸ್ಮಾಸುರ ಯಕ್ಷಗಾನ ಪ್ರಸಂಗ ಪ್ರದರ್ಶನಗೊಂಡಿತು. ಕಾರ್ಯಕ್ರಮವನ್ನು ಚಿಕ್ಕಬಳ್ಳಾಪುರದ ಕನ್ನಡ ಸೇವಾ ಸಂಘದ ನಿರ್ದೇಶಕರಾದ ಡಿ.ಎಮ್ ರಂಗನಾಥ್ ಉದ್ಘಾಟಿಸಿದರು. ಯಕ್ಷಗಾನ ನಮ್ಮ ನಾಡಿನ ಶ್ರೀಮಂತ ಕಲೆ. ಇದನ್ನು ಉಳಿಸಿ ಬೆಳೆಸುವ ಜವಾಬ್ದಾರಿ ಯುವ ಜನಾಂಗದ ಮೇಲಿದೆ ಎಂದರು. [255, 1180, 393, 1275]
sidebar2-body: ಗುಬ್ಬಿ: ತಾಲ್ಲೂಕು ಕನ್ನಡ ಸಾಹಿತ್ಯ ಪರಿಷತ್ತು ಆಯೋಜಿಸುವ 6ನೇ ತಾಲ್ಲೂಕು ಕನ್ನಡ ಸಾಹಿತ್ಯ ಸಮ್ಮೇಳನವನ್ನು ಡಿಸೆಂಬರ್ 22 ರಂದು ಪಟ್ಟಣದಲ್ಲಿ ನಡೆಸಲು ತೀರ್ಮಾನಿಸಲಾಗಿದ್ದು, ಸಮ್ಮೇಳನದ ಪೂರ್ವ ತಯಾರಿ ಕುರಿತು ಚರ್ಚಿಸಲು ಇದೇ ತಿಂಗಳ 27 ರಂದು ಬೆಳಿಗ್ಗೆ 11 ಗಂಟೆಗೆ ಪೂರ್ವಭಾವಿ ಸಭೆ ಆಯೋಜಿಸಲಾಗಿದೆ ಎಂದು ತಾಲ್ಲೂಕು ಕಸಾಪ ಅಧ್ಯಕ್ಷ ಎಚ್.ಸಿ.ಯತೀಶ್ ತಿಳಿಸಿದರು. ತಾಲ್ಲೂಕಿನ ಎಲ್ಲಾ ಸಾಹಿತ್ಯಾಸಕ್ತರು, ಕನ್ನಡಪರ ಸಂಘಟನೆಗಳ ಪದಾಧಿಕಾರಿಗಳು, ಶಿಕ್ಷಕರು ಹಾಗೂ ಸಾರ್ವಜನಿಕರು ಸಭೆಯಲ್ಲಿ ಭಾಗವಹಿಸಿ ಸೂಕ್ತ ಸಲಹೆ ನೀಡಬೇಕು ಎಂದು ಕೋರಿದ್ದಾರೆ. [705, 662, 913, 747]
sidebar1-title-line1: ಹೈಮಾಸ್ಟ್ ಲೈಟ್ ಅಳವಡಿಸುವ [705, 60, 835, 76]
kala-title: ಜಿಲ್ಲಾ ಮಟ್ಟದ ಕಲಾ ಪ್ರತಿಭೋತ್ಸವ ಸ್ಪರ್ಧೆ [255, 883, 609, 913]
minister-photo-art [180, 150, 520, 323]
sidebar-rule [697, 607, 913, 608]
sidebar2-title-line1: ಸಾಹಿತ್ಯ ಸಮ್ಮೇಳನ: ಇಂದು [700, 614, 827, 632]
yaksha-col-3: ಸಮಾಜದಲ್ಲಿ ಇಂತಹ ಕಾರ್ಯಕ್ರಮಗಳು ನಿರಂತರವಾಗಿ ನಡೆಯಬೇಕು. ಕಲೆಯ ಮೂಲಕ ಸಂಸ್ಕೃತಿ ಉಳಿಸುವ ಕೆಲಸ ಆಗಬೇಕು. ಗ್ರಾಮೀಣ ಪ್ರದೇಶದಲ್ಲಿ ಯಕ್ಷಗಾನಕ್ಕೆ ಹೆಚ್ಚಿನ ಪ್ರೋತ್ಸಾಹ ದೊರೆಯಬೇಕು. ಕಲಾವಿದರನ್ನು ಗ್ರಾಮಸ್ಥರು ಸನ್ಮಾನಿಸಿ ಗೌರವಿಸಿದರು. [575, 1355, 742, 1408]
datta-photo-art [402, 543, 692, 671]
award-caption-line1: ಸಾಹಿತಿ ಡಿ.ಎಸ್.ಕೃಷ್ಣಮೂರ್ತಿ ಅವರಿಗೆ [736, 867, 877, 881]
yakshagana-title: ಮೋಹಿನಿ ಭಸ್ಮಾಸುರ ಯಕ್ಷಗಾನ ಪ್ರಸಂಗ ಯಶಸ್ವಿ [250, 1130, 779, 1170]
yaksha-col-2: ಗೋಲಿವಾರ ಅಶ್ವತ್ಥನಾರಾಯಣ, ಲಕ್ಷ್ಮೀನಾರಾಯಣ ಹಾಗೂ ತಂಡದವರು ಕಲಾಪ್ರದರ್ಶನ ನೀಡಿದರು. ಭಾಗವತರಾಗಿ ಸಿದ್ದರಾಜು, ಮದ್ದಳೆ ವಾದಕರಾಗಿ ನಾಗರಾಜು ಸಾಥ್ ನೀಡಿದರು. ಪ್ರೇಕ್ಷಕರು ಕಿಕ್ಕಿರಿದು ಸೇರಿ ಕಲಾ ಪ್ರದರ್ಶನವನ್ನು ವೀಕ್ಷಿಸಿದರು. [400, 1355, 568, 1397]
